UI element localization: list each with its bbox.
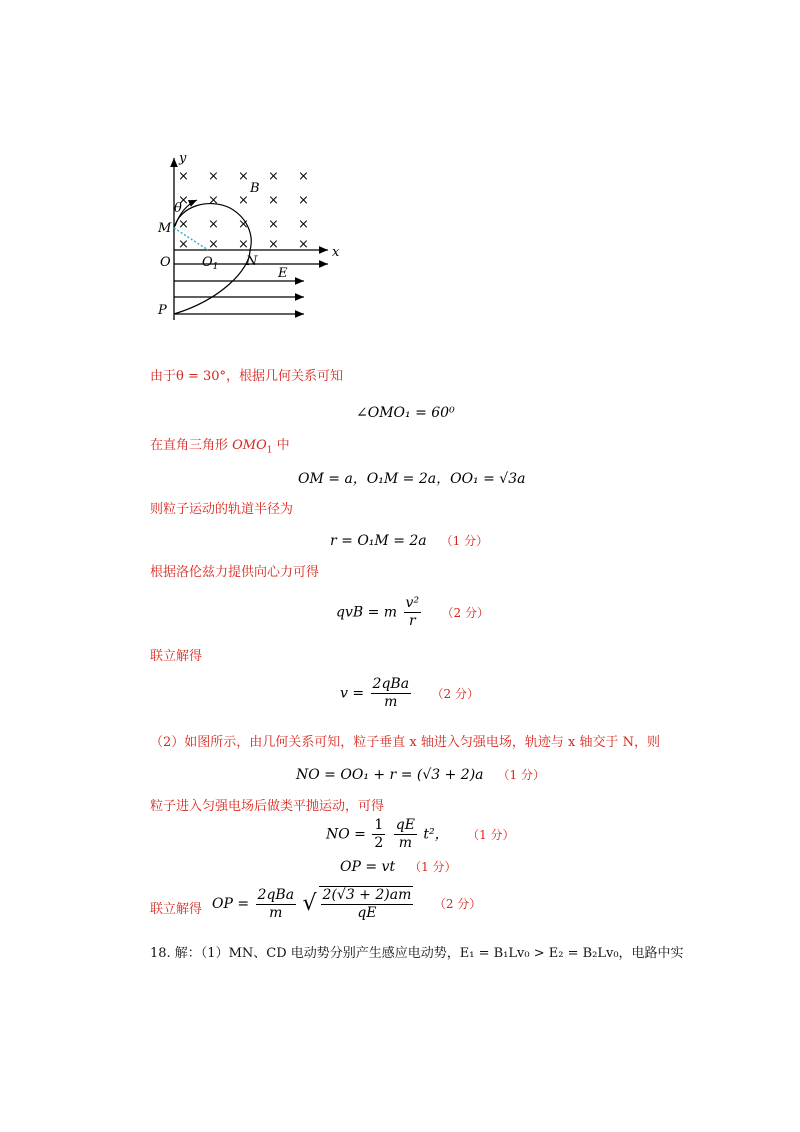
label-O: O [160, 255, 171, 270]
equation [336, 595, 489, 630]
fraction [256, 887, 297, 922]
denominator: m [398, 835, 412, 851]
equation-text: OP = vt [340, 859, 396, 875]
svg-text:×: × [268, 217, 279, 232]
label-E: E [278, 266, 288, 281]
equation [296, 765, 545, 785]
svg-text:×: × [238, 217, 249, 232]
label-B: B [250, 181, 260, 196]
equation-text: t²， [423, 826, 449, 843]
svg-text:×: × [208, 193, 219, 208]
text-fragment: 1 [266, 445, 273, 456]
svg-text:×: × [298, 217, 309, 232]
score: （1 分） [467, 827, 515, 842]
score: （2 分） [433, 897, 482, 911]
text-line: 联立解得 [150, 649, 203, 664]
equation-text: NO = [326, 826, 366, 843]
fraction [371, 676, 412, 711]
numerator: qE [395, 817, 415, 833]
score: （1 分） [497, 768, 545, 782]
score: （2 分） [441, 605, 489, 620]
fraction [372, 817, 385, 852]
equation [340, 676, 479, 711]
svg-text:×: × [178, 237, 189, 252]
label-N: N [246, 254, 258, 269]
denominator: m [384, 694, 398, 710]
svg-text:×: × [268, 193, 279, 208]
svg-text:×: × [238, 237, 249, 252]
text-line: 由于θ = 30°，根据几何关系可知 [150, 369, 344, 384]
score: （2 分） [431, 686, 479, 701]
text-line: 联立解得 [150, 902, 203, 917]
equation [340, 857, 457, 877]
svg-text:×: × [178, 217, 189, 232]
label-y: y [179, 151, 187, 166]
equation-text: qvB = m [336, 604, 398, 621]
svg-text:×: × [208, 169, 219, 184]
fraction [394, 817, 417, 852]
label-theta: θ [174, 201, 182, 216]
text-fragment: 在直角三角形 [150, 438, 233, 453]
numerator: 2qBa [257, 886, 295, 903]
svg-text:×: × [178, 169, 189, 184]
svg-text:×: × [238, 169, 249, 184]
equation [330, 531, 488, 551]
numerator: 2qBa [372, 676, 410, 692]
svg-text:×: × [268, 237, 279, 252]
fraction [319, 886, 414, 922]
denominator: qE [357, 905, 377, 921]
physics-diagram [150, 150, 350, 340]
text-line [150, 436, 290, 461]
label-P: P [158, 303, 167, 318]
denominator: r [408, 613, 416, 629]
text-line: 粒子进入匀强电场后做类平抛运动，可得 [150, 799, 385, 814]
numerator: v² [405, 595, 420, 611]
score: （1 分） [409, 860, 457, 874]
text-line: （2）如图所示，由几何关系可知，粒子垂直 x 轴进入匀强电场，轨迹与 x 轴交于 N，则 [150, 735, 660, 750]
equation-text: r = O₁M = 2a [330, 533, 427, 549]
svg-text:×: × [208, 237, 219, 252]
svg-text:×: × [298, 237, 309, 252]
square-root: √ $\frac{2(√3 + 2)am}{qE}$ [302, 887, 412, 921]
denominator: m [269, 904, 283, 921]
label-M: M [158, 221, 172, 236]
text-line: 根据洛伦兹力提供向心力可得 [150, 565, 320, 580]
text-fragment: OMO [232, 438, 267, 453]
numerator: 1 [374, 817, 384, 833]
svg-text:×: × [238, 193, 249, 208]
text-line: 则粒子运动的轨道半径为 [150, 502, 294, 517]
fraction [404, 595, 422, 630]
label-x: x [332, 245, 340, 260]
label-O1: $O_1$ [202, 255, 219, 272]
svg-text:×: × [208, 217, 219, 232]
svg-text:×: × [298, 193, 309, 208]
equation-text: NO = OO₁ + r = (√3 + 2)a [296, 767, 484, 783]
text-fragment: 中 [272, 438, 290, 453]
denominator: 2 [374, 835, 384, 851]
equation-text: v = [340, 685, 365, 702]
text-line: 18. 解：（1）MN、CD 电动势分别产生感应电动势，E₁ = B₁Lv₀ > E₂ = B₂Lv₀，电路中实 [150, 946, 684, 961]
svg-text:×: × [178, 193, 189, 208]
svg-text:×: × [298, 169, 309, 184]
svg-text:×: × [268, 169, 279, 184]
score: （1 分） [440, 534, 489, 548]
equation: OM = a，O₁M = 2a，OO₁ = √3a [298, 471, 526, 487]
equation-text: OP = [212, 896, 250, 912]
equation [326, 817, 515, 852]
equation: ∠OMO₁ = 60⁰ [356, 405, 455, 421]
magnetic-field-crosses [178, 169, 309, 252]
equation [212, 886, 481, 922]
numerator: 2(√3 + 2)am [322, 887, 412, 903]
